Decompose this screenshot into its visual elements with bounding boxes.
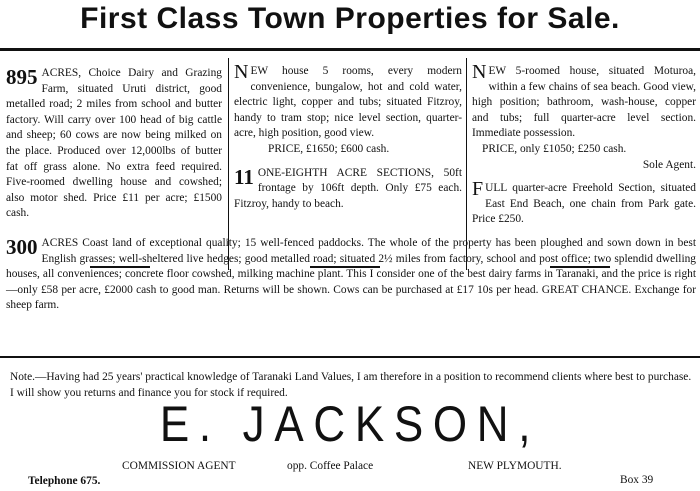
drop-cap: F — [472, 178, 484, 201]
agent-town: NEW PLYMOUTH. — [468, 460, 562, 472]
sole-agent-label: Sole Agent. — [642, 158, 696, 171]
listing-coast-land — [6, 236, 696, 314]
agent-telephone: Telephone 675. — [28, 475, 101, 487]
listing-text: ONE-EIGHTH ACRE SECTIONS, 50ft frontage by 106ft depth. Only £75 each. Fitzroy, handy to beach. — [234, 166, 462, 210]
page-title: First Class Town Properties for Sale. — [80, 2, 620, 35]
agent-box: Box 39 — [620, 474, 654, 486]
note-text: —Having had 25 years' practical knowledge of Taranaki Land Values, I am therefore in a position to recommend clients where best to purchase. I will show you returns and finance you for stock if required. — [10, 371, 692, 399]
listing-text: EW house 5 rooms, every modern convenience, bungalow, hot and cold water, electric light, copper and tubs; situated Fitzroy, handy to tram stop; nice level section, quarter-acre, high position, good view. — [234, 65, 462, 140]
note-label: Note. — [10, 371, 35, 383]
listing-text: ULL quarter-acre Freehold Section, situated East End Beach, one chain from Park gate. Price £250. — [472, 182, 696, 226]
agent-name: E. JACKSON, — [159, 396, 541, 452]
acreage-number: 300 — [6, 235, 38, 259]
listing-text: EW 5-roomed house, situated Moturoa, within a few chains of sea beach. Good view, high position; bathroom, wash-house, copper and tubs; full quarter-acre level section. Immediate possession. — [472, 65, 696, 140]
agent-title: COMMISSION AGENT — [122, 460, 236, 472]
drop-cap: N — [472, 61, 487, 83]
mid-rule — [0, 356, 700, 358]
listing-freehold-section — [472, 178, 696, 228]
acreage-number: 895 — [6, 65, 38, 89]
listing-price: PRICE, £1650; £600 cash. — [268, 142, 390, 155]
listing-column-middle — [234, 61, 462, 212]
listing-text: ACRES, Choice Dairy and Grazing Farm, situated Uruti district, good metalled road; 2 miles from school and butter factory. Will carry over 100 head of big cattle and sheep; 60 cows are now being milked on the place. Produced over 12,000lbs of butter fat off grass alone. No extra feed required. Five-roomed dwelling house and cowshed; also motor shed. Price £11 per acre; £1500 cash. — [6, 67, 222, 220]
listing-column-right — [472, 61, 696, 228]
top-rule — [0, 48, 700, 51]
drop-cap: N — [234, 61, 249, 83]
listing-new-house — [234, 61, 462, 142]
agent-location: opp. Coffee Palace — [287, 460, 374, 472]
listing-price: PRICE, only £1050; £250 cash. — [482, 142, 627, 155]
listing-text: ACRES Coast land of exceptional quality; 15 well-fenced paddocks. The whole of the property has been ploughed and sown down in best English grasses; well-sheltered live hedges; good metalled road; situated 2½ miles from factory, school and post office; two splendid dwelling houses, all conveniences; concrete floor cowshed, milking machine plant. This I consider one of the best dairy farms in Taranaki, and the price is right—only £58 per acre, £2000 cash to good man. Returns will be shown. Cows can be purchased at £17 10s per head. GREAT CHANCE. Exchange for sheep farm. — [6, 237, 696, 312]
listing-sections — [234, 166, 462, 213]
listing-moturoa-house — [472, 61, 696, 142]
sections-number: 11 — [234, 164, 254, 189]
listing-dairy-farm — [6, 66, 222, 222]
